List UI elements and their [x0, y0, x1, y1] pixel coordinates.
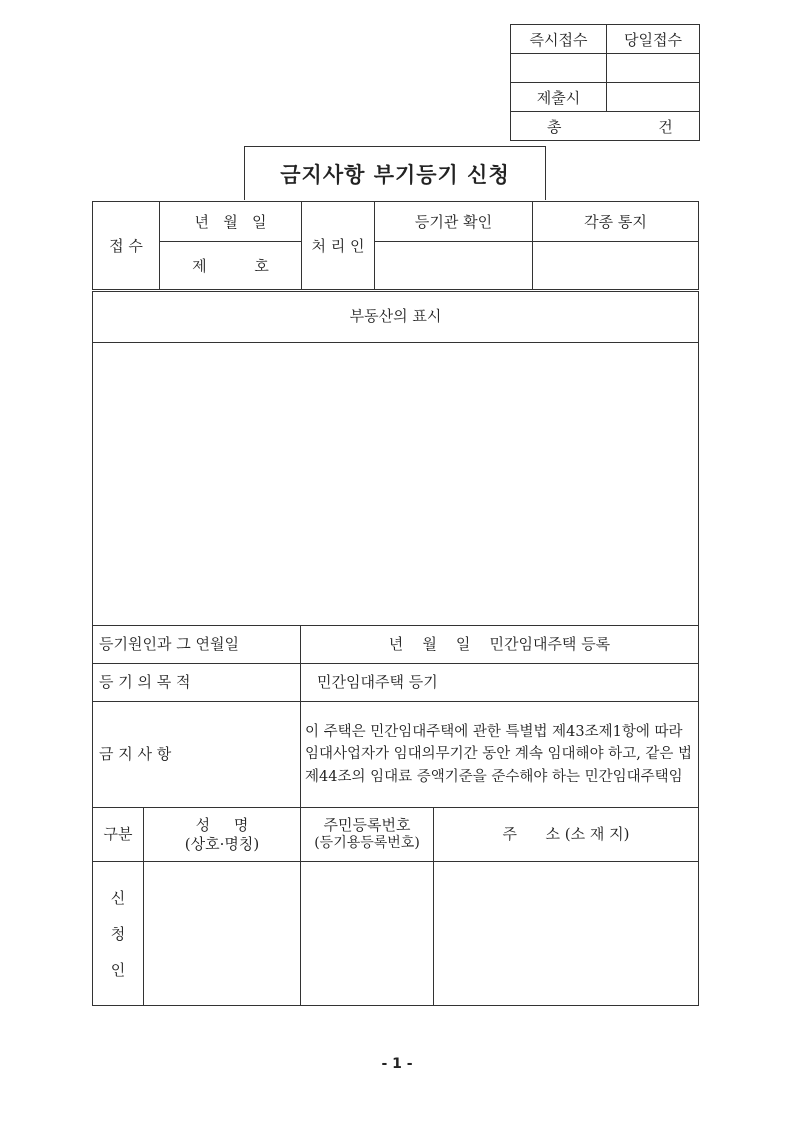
reception-number-label: 제 호: [160, 242, 302, 290]
applicant-label-char-3: 인: [110, 960, 126, 979]
registration-purpose-value[interactable]: 민간임대주택 등기: [301, 664, 699, 702]
submission-time-label: 제출시: [511, 83, 607, 112]
notifications-cell[interactable]: [533, 242, 699, 290]
application-table: [92, 291, 699, 1006]
reception-header-table: [92, 201, 699, 290]
applicant-id-cell[interactable]: [301, 862, 434, 1006]
notifications-label: 각종 통지: [533, 202, 699, 242]
registration-cause-label: 등기원인과 그 연월일: [93, 626, 301, 664]
id-number-header: [301, 808, 434, 862]
same-day-receipt-cell[interactable]: [607, 54, 700, 83]
category-header: 구분: [93, 808, 144, 862]
name-header: [144, 808, 301, 862]
total-count-row: [511, 112, 700, 141]
property-description-area[interactable]: [93, 343, 699, 626]
immediate-receipt-label: 즉시접수: [511, 25, 607, 54]
form-title: 금지사항 부기등기 신청: [244, 146, 546, 200]
immediate-receipt-cell[interactable]: [511, 54, 607, 83]
submission-time-cell[interactable]: [607, 83, 700, 112]
registration-cause-value[interactable]: 년 월 일 민간임대주택 등록: [301, 626, 699, 664]
applicant-label-char-1: 신: [110, 888, 126, 907]
id-subheader-text: (등기용등록번호): [314, 835, 420, 852]
page-number: - 1 -: [381, 1056, 413, 1072]
same-day-receipt-label: 당일접수: [607, 25, 700, 54]
applicant-name-cell[interactable]: [144, 862, 301, 1006]
processor-label: 처 리 인: [302, 202, 375, 290]
applicant-label: [93, 862, 144, 1006]
prohibition-label: 금 지 사 항: [93, 702, 301, 808]
address-header: 주 소 (소 재 지): [434, 808, 699, 862]
prohibition-value[interactable]: 이 주택은 민간임대주택에 관한 특별법 제43조제1항에 따라 임대사업자가 임대의무기간 동안 계속 임대해야 하고, 같은 법 제44조의 임대료 증액기준을 준수해야 하는 민간임대주택임: [301, 702, 699, 808]
registrar-check-cell[interactable]: [375, 242, 533, 290]
receipt-box: [510, 24, 700, 141]
reception-label: 접 수: [93, 202, 160, 290]
id-header-text: 주민등록번호: [323, 816, 411, 835]
count-unit-label: 건: [658, 117, 673, 136]
reception-date-label: 년 월 일: [160, 202, 302, 242]
applicant-address-cell[interactable]: [434, 862, 699, 1006]
applicant-label-char-2: 청: [110, 924, 126, 943]
name-subheader-text: (상호·명칭): [184, 834, 260, 853]
registration-purpose-label: 등 기 의 목 적: [93, 664, 301, 702]
registrar-check-label: 등기관 확인: [375, 202, 533, 242]
total-label: 총: [547, 117, 562, 136]
name-header-text: 성 명: [195, 815, 249, 834]
property-section-title: 부동산의 표시: [93, 292, 699, 343]
